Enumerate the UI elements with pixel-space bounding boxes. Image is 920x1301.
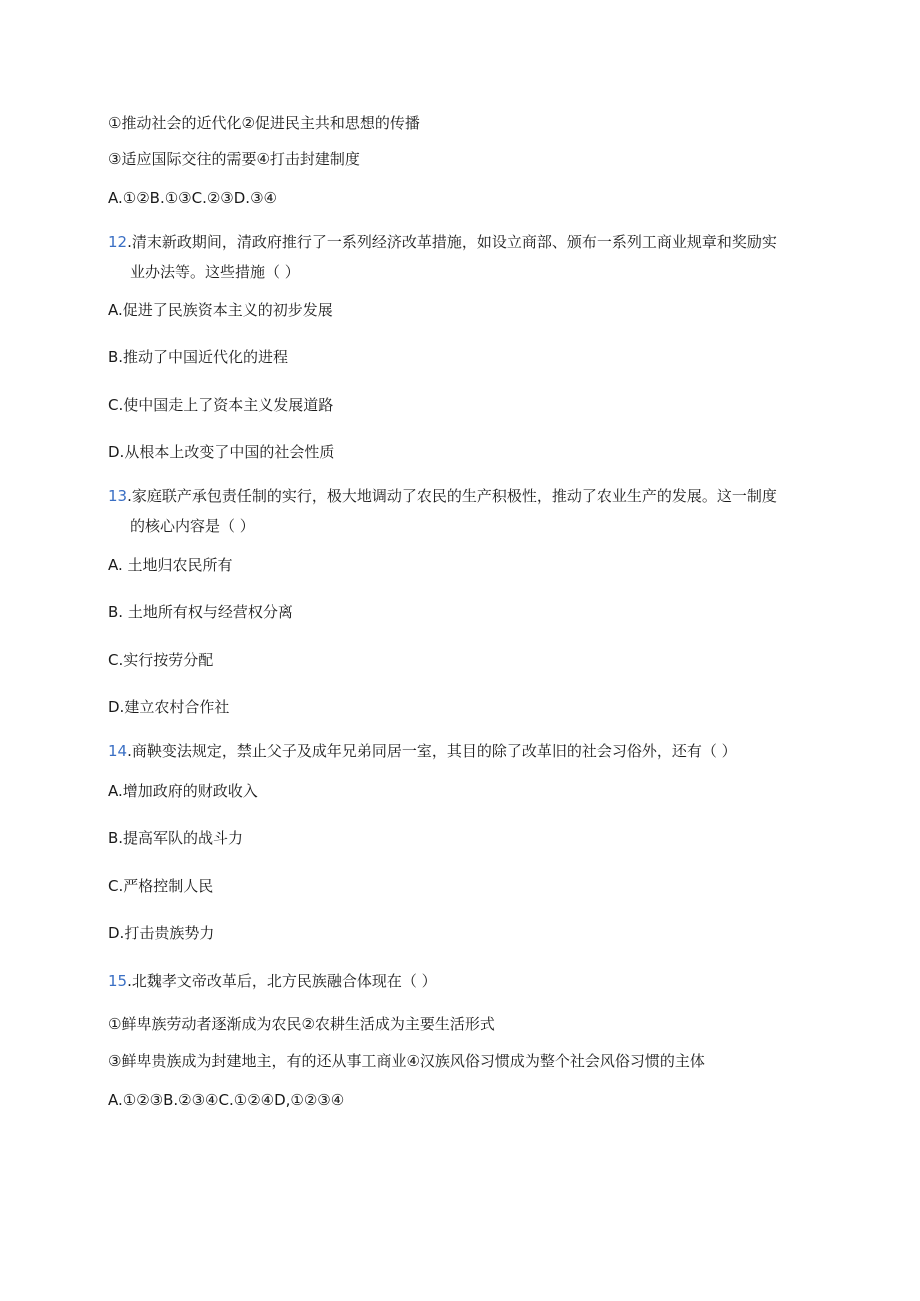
q13-stem-line-2: 的核心内容是（ ） — [130, 517, 255, 535]
q14-option-a: A.增加政府的财政收入 — [108, 782, 258, 800]
q15-statement-line-2: ③鲜卑贵族成为封建地主，有的还从事工商业④汉族风俗习惯成为整个社会风俗习惯的主体 — [108, 1052, 705, 1070]
q14-option-d: D.打击贵族势力 — [108, 924, 215, 942]
q12-option-c: C.使中国走上了资本主义发展道路 — [108, 396, 334, 414]
q11-statement-line-2: ③适应国际交往的需要④打击封建制度 — [108, 150, 360, 168]
q14-option-c: C.严格控制人民 — [108, 877, 214, 895]
q12-option-a: A.促进了民族资本主义的初步发展 — [108, 301, 333, 319]
q13-option-d: D.建立农村合作社 — [108, 698, 230, 716]
q13-option-a: A. 土地归农民所有 — [108, 556, 233, 574]
q15-answer-choices: A.①②③B.②③④C.①②④D,①②③④ — [108, 1091, 345, 1109]
q11-answer-choices: A.①②B.①③C.②③D.③④ — [108, 189, 277, 207]
q14-number: 14 — [108, 742, 128, 760]
q11-statement-line-1: ①推动社会的近代化②促进民主共和思想的传播 — [108, 114, 420, 132]
q12-option-b: B.推动了中国近代化的进程 — [108, 348, 289, 366]
q15-statement-line-1: ①鲜卑族劳动者逐渐成为农民②农耕生活成为主要生活形式 — [108, 1015, 495, 1033]
q15-stem-text: .北魏孝文帝改革后，北方民族融合体现在（ ） — [127, 972, 437, 990]
q12-stem-line-1: .清末新政期间，清政府推行了一系列经济改革措施，如设立商部、颁布一系列工商业规章和奖励实 — [127, 233, 777, 251]
q13-option-c: C.实行按劳分配 — [108, 651, 214, 669]
q13-option-b: B. 土地所有权与经营权分离 — [108, 603, 293, 621]
q15-number: 15 — [108, 972, 128, 990]
q12-stem-line-2: 业办法等。这些措施（ ） — [130, 263, 300, 281]
q13-stem — [108, 481, 808, 541]
q14-stem-text: .商鞅变法规定，禁止父子及成年兄弟同居一室，其目的除了改革旧的社会习俗外，还有（ ） — [127, 742, 737, 760]
q13-stem-line-1: .家庭联产承包责任制的实行，极大地调动了农民的生产积极性，推动了农业生产的发展。这一制度 — [127, 487, 777, 505]
q12-option-d: D.从根本上改变了中国的社会性质 — [108, 443, 335, 461]
q14-option-b: B.提高军队的战斗力 — [108, 829, 244, 847]
q12-stem — [108, 227, 808, 287]
q13-number: 13 — [108, 487, 128, 505]
q14-stem — [108, 741, 737, 761]
q12-number: 12 — [108, 233, 128, 251]
q15-stem — [108, 971, 437, 991]
